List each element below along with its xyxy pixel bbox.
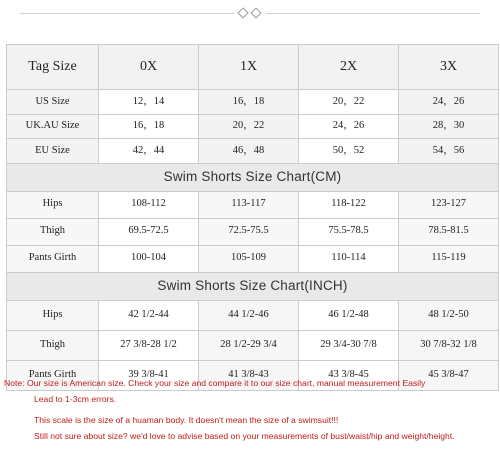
table-cell: 105-109 (199, 245, 299, 272)
note-line-1 (4, 378, 425, 388)
note-line-4: Still not sure about size? we'd love to advise based on your measurements of bust/waist/hip and weight/height. (34, 431, 455, 441)
row-label: UK.AU Size (7, 114, 99, 139)
table-cell: 28，30 (399, 114, 499, 139)
table-cell: 45 3/8-47 (399, 360, 499, 390)
table-cell: 29 3/4-30 7/8 (299, 330, 399, 360)
note-line-2: Lead to 1-3cm errors. (34, 394, 117, 404)
row-label: Thigh (7, 330, 99, 360)
row-label: Pants Girth (7, 245, 99, 272)
table-cell: 41 3/8-43 (199, 360, 299, 390)
table-cell: 72.5-75.5 (199, 218, 299, 245)
table-cell: 118-122 (299, 191, 399, 218)
table-row (7, 90, 499, 115)
table-cell: 108-112 (99, 191, 199, 218)
table-row (7, 114, 499, 139)
table-row (7, 218, 499, 245)
section-title-row (7, 272, 499, 300)
table-cell: 48 1/2-50 (399, 300, 499, 330)
table-cell: 46 1/2-48 (299, 300, 399, 330)
table-cell: 42，44 (99, 139, 199, 164)
table-cell: 75.5-78.5 (299, 218, 399, 245)
table-cell: 78.5-81.5 (399, 218, 499, 245)
size-header-1x: 1X (199, 45, 299, 90)
table-cell: 12，14 (99, 90, 199, 115)
table-cell: 113-117 (199, 191, 299, 218)
table-cell: 50，52 (299, 139, 399, 164)
diamond-icon (237, 7, 248, 18)
table-cell: 28 1/2-29 3/4 (199, 330, 299, 360)
inch-section-title: Swim Shorts Size Chart(INCH) (7, 272, 499, 300)
table-row (7, 330, 499, 360)
table-cell: 27 3/8-28 1/2 (99, 330, 199, 360)
ornament-line-left (20, 13, 234, 14)
section-title-row (7, 163, 499, 191)
row-label: US Size (7, 90, 99, 115)
table-cell: 30 7/8-32 1/8 (399, 330, 499, 360)
table-cell: 16，18 (199, 90, 299, 115)
table-row (7, 300, 499, 330)
table-row (7, 245, 499, 272)
table-cell: 100-104 (99, 245, 199, 272)
table-cell: 44 1/2-46 (199, 300, 299, 330)
row-label: EU Size (7, 139, 99, 164)
table-cell: 20，22 (299, 90, 399, 115)
table-cell: 46，48 (199, 139, 299, 164)
ornament-line-right (266, 13, 480, 14)
table-cell: 39 3/8-41 (99, 360, 199, 390)
note-text-1: Our size is American size. Check your size and compare it to our size chart, manual measurement Easily (26, 378, 426, 388)
row-label: Hips (7, 191, 99, 218)
row-label: Thigh (7, 218, 99, 245)
note-line-3: This scale is the size of a huaman body. It doesn't mean the size of a swimsuit!!! (34, 415, 339, 425)
table-cell: 123-127 (399, 191, 499, 218)
table-cell: 20，22 (199, 114, 299, 139)
size-header-3x: 3X (399, 45, 499, 90)
row-label: Pants Girth (7, 360, 99, 390)
top-ornament (0, 5, 500, 17)
table-row (7, 191, 499, 218)
table-cell: 24，26 (299, 114, 399, 139)
table-cell: 24，26 (399, 90, 499, 115)
table-cell: 54，56 (399, 139, 499, 164)
table-row (7, 139, 499, 164)
table-cell: 69.5-72.5 (99, 218, 199, 245)
table-cell: 16，18 (99, 114, 199, 139)
diamond-icon (250, 7, 261, 18)
cm-section-title: Swim Shorts Size Chart(CM) (7, 163, 499, 191)
row-label: Hips (7, 300, 99, 330)
note-label: Note: (4, 378, 25, 388)
header-row (7, 45, 499, 90)
table-cell: 42 1/2-44 (99, 300, 199, 330)
table-cell: 43 3/8-45 (299, 360, 399, 390)
table-cell: 110-114 (299, 245, 399, 272)
tag-size-header: Tag Size (7, 45, 99, 90)
table-cell: 115-119 (399, 245, 499, 272)
size-header-2x: 2X (299, 45, 399, 90)
size-chart-table (6, 44, 499, 391)
size-header-0x: 0X (99, 45, 199, 90)
